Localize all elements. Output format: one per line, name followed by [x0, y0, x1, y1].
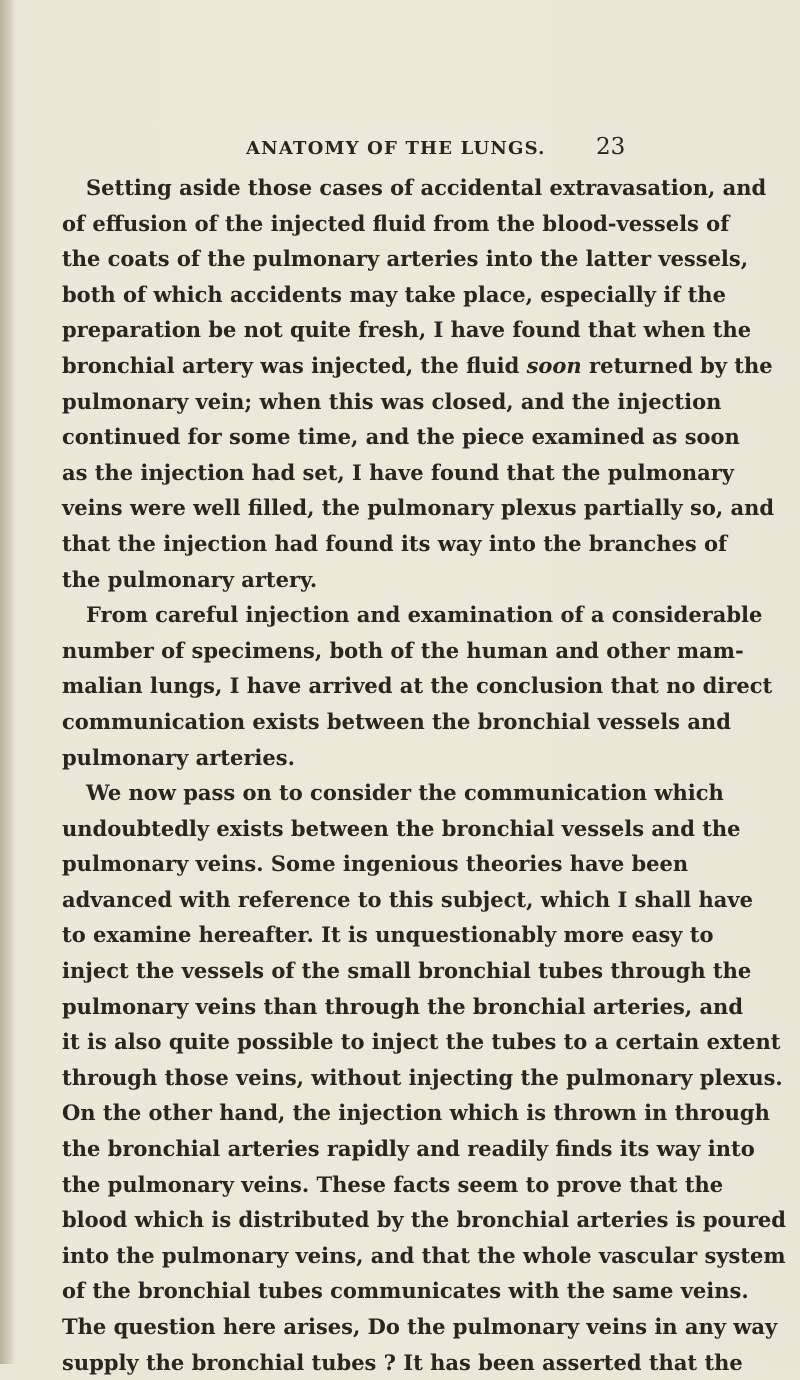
text-line: inject the vessels of the small bronchial tubes through the — [62, 958, 752, 984]
text-line: pulmonary veins. Some ingenious theories have been — [62, 851, 689, 877]
text-line: pulmonary veins than through the bronchial arteries, and — [62, 993, 744, 1019]
text-line: We now pass on to consider the communication which — [86, 780, 724, 806]
text-line: preparation be not quite fresh, I have found that when the — [62, 317, 752, 343]
text-line: the pulmonary veins. These facts seem to prove that the — [62, 1171, 724, 1197]
text-line: into the pulmonary veins, and that the whole vascular system — [62, 1242, 786, 1268]
text-line: veins were well filled, the pulmonary plexus partially so, and — [62, 495, 775, 521]
text-line: blood which is distributed by the bronchial arteries is poured — [62, 1207, 786, 1233]
text-line: continued for some time, and the piece examined as soon — [62, 424, 740, 450]
text-line: of the bronchial tubes communicates with the same veins. — [62, 1278, 749, 1304]
text-line: pulmonary arteries. — [62, 744, 295, 770]
text-line: pulmonary vein; when this was closed, and the injection — [62, 388, 722, 414]
text-line: advanced with reference to this subject, which I shall have — [62, 886, 753, 912]
text-segment: returned by the — [581, 352, 773, 378]
text-line: it is also quite possible to inject the tubes to a certain extent — [62, 1029, 781, 1055]
text-line: both of which accidents may take place, especially if the — [62, 281, 726, 307]
text-line: From careful injection and examination of a considerable — [86, 602, 763, 628]
text-line: as the injection had set, I have found that the pulmonary — [62, 459, 734, 485]
text-line: that the injection had found its way into the branches of — [62, 530, 728, 556]
text-line: number of specimens, both of the human and other mam- — [62, 637, 744, 663]
text-line: Setting aside those cases of accidental extravasation, and — [86, 175, 767, 200]
text-line: malian lungs, I have arrived at the conclusion that no direct — [62, 673, 773, 699]
text-segment: bronchial artery was injected, the fluid — [62, 352, 527, 378]
text-line: undoubtedly exists between the bronchial vessels and the — [62, 815, 741, 841]
text-line: the pulmonary artery. — [62, 566, 318, 592]
text-line — [62, 348, 773, 384]
text-line: the coats of the pulmonary arteries into the latter vessels, — [62, 246, 749, 272]
text-line: communication exists between the bronchial vessels and — [62, 708, 731, 734]
text-line: The question here arises, Do the pulmonary veins in any way — [62, 1314, 778, 1339]
text-line: to examine hereafter. It is unquestionably more easy to — [62, 922, 714, 948]
running-head: ANATOMY OF THE LUNGS. — [246, 138, 546, 159]
text-line: the bronchial arteries rapidly and readily finds its way into — [62, 1136, 755, 1162]
text-line: On the other hand, the injection which is thrown in through — [62, 1100, 770, 1126]
body-text — [62, 170, 786, 1380]
text-line: supply the bronchial tubes ? It has been asserted that the — [62, 1349, 743, 1375]
italic-text: soon — [526, 352, 582, 378]
text-line: through those veins, without injecting the pulmonary plexus. — [62, 1064, 783, 1090]
page-gutter-shadow — [0, 0, 14, 1364]
page-number: 23 — [596, 134, 626, 160]
text-line: of effusion of the injected fluid from the blood-vessels of — [62, 210, 730, 236]
